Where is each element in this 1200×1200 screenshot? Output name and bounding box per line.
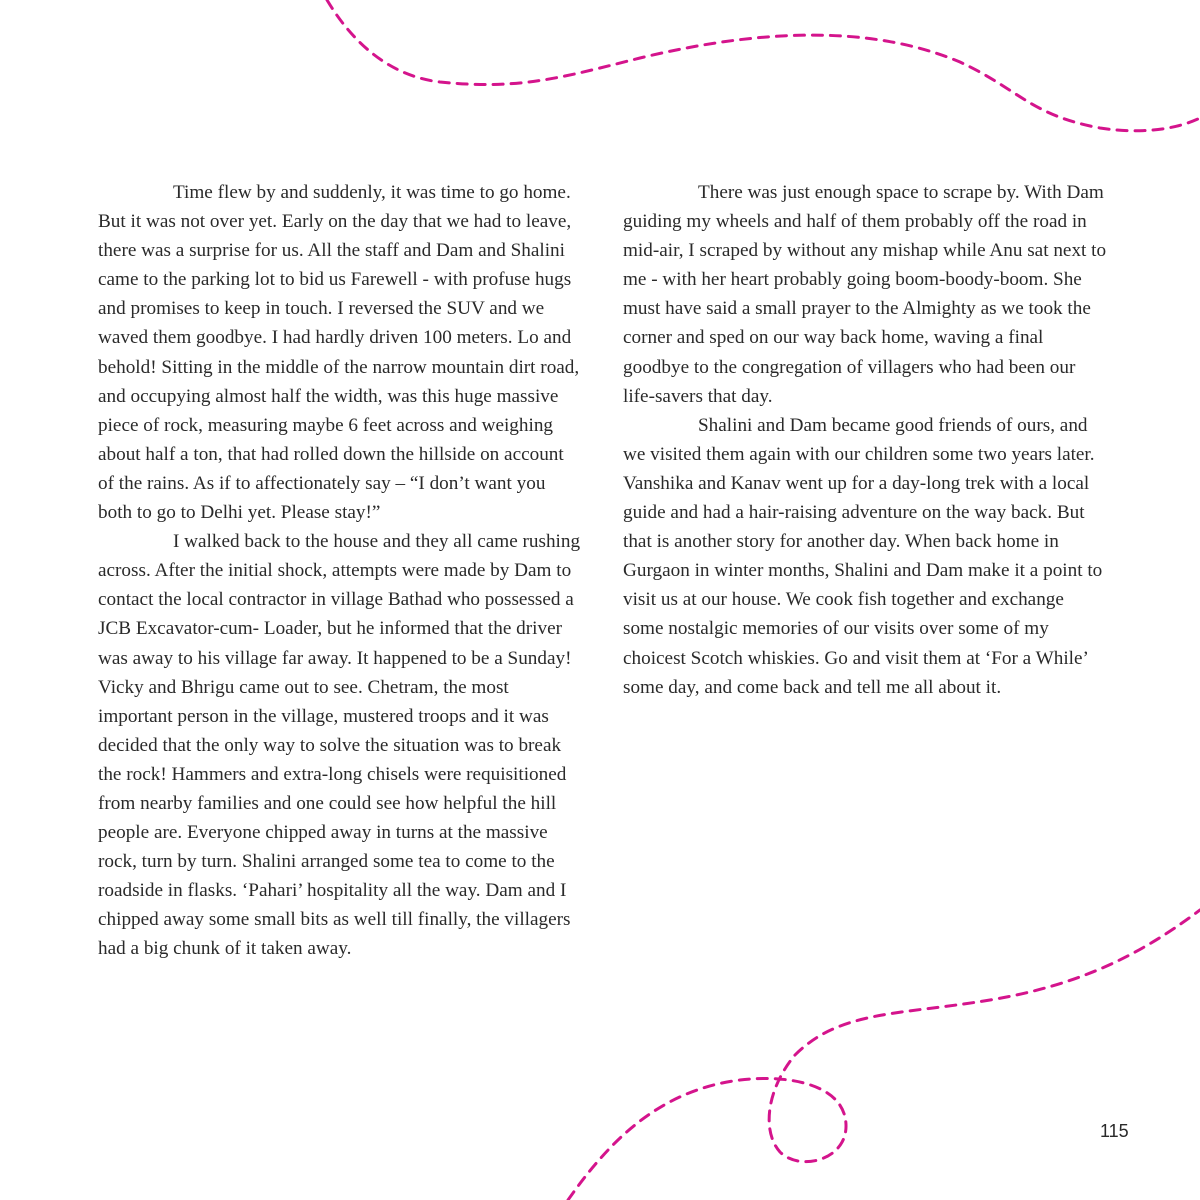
right-text-column [623, 178, 1109, 702]
paragraph: There was just enough space to scrape by. With Dam guiding my wheels and half of them probably off the road in mid-air, I scraped by without any mishap while Anu sat next to me - with her heart probably going boom-boody-boom. She must have said a small prayer to the Almighty as we took the corner and sped on our way back home, waving a final goodbye to the congregation of villagers who had been our life-savers that day. [623, 182, 1107, 407]
top-dashed-curve [327, 0, 1200, 131]
page-number: 115 [1100, 1121, 1129, 1141]
left-text-column [98, 178, 584, 964]
bottom-dashed-curve [568, 910, 1200, 1200]
paragraph: Shalini and Dam became good friends of ours, and we visited them again with our children some two years later. Vanshika and Kanav went up for a day-long trek with a local guide and had a hair-raising adventure on the way back. But that is another story for another day. When back home in Gurgaon in winter months, Shalini and Dam make it a point to visit us at our house. We cook fish together and exchange some nostalgic memories of our visits over some of my choicest Scotch whiskies. Go and visit them at ‘For a While’ some day, and come back and tell me all about it. [623, 414, 1103, 698]
paragraph: Time flew by and suddenly, it was time to go home. But it was not over yet. Early on the day that we had to leave, there was a surprise for us. All the staff and Dam and Shalini came to the parking lot to bid us Farewell - with profuse hugs and promises to keep in touch. I reversed the SUV and we waved them goodbye. I had hardly driven 100 meters. Lo and behold! Sitting in the middle of the narrow mountain dirt road, and occupying almost half the width, was this huge massive piece of rock, measuring maybe 6 feet across and weighing about half a ton, that had rolled down the hillside on account of the rains. As if to affectionately say – “I don’t want you both to go to Delhi yet. Please stay!” [98, 182, 580, 524]
paragraph: I walked back to the house and they all came rushing across. After the initial shock, attempts were made by Dam to contact the local contractor in village Bathad who possessed a JCB Excavator-cum- Loader, but he informed that the driver was away to his village far away. It happened to be a Sunday! Vicky and Bhrigu came out to see. Chetram, the most important person in the village, mustered troops and it was decided that the only way to solve the situation was to break the rock! Hammers and extra-long chisels were requisitioned from nearby families and one could see how helpful the hill people are. Everyone chipped away in turns at the massive rock, turn by turn. Shalini arranged some tea to come to the roadside in flasks. ‘Pahari’ hospitality all the way. Dam and I chipped away some small bits as well till finally, the villagers had a big chunk of it taken away. [98, 531, 581, 960]
